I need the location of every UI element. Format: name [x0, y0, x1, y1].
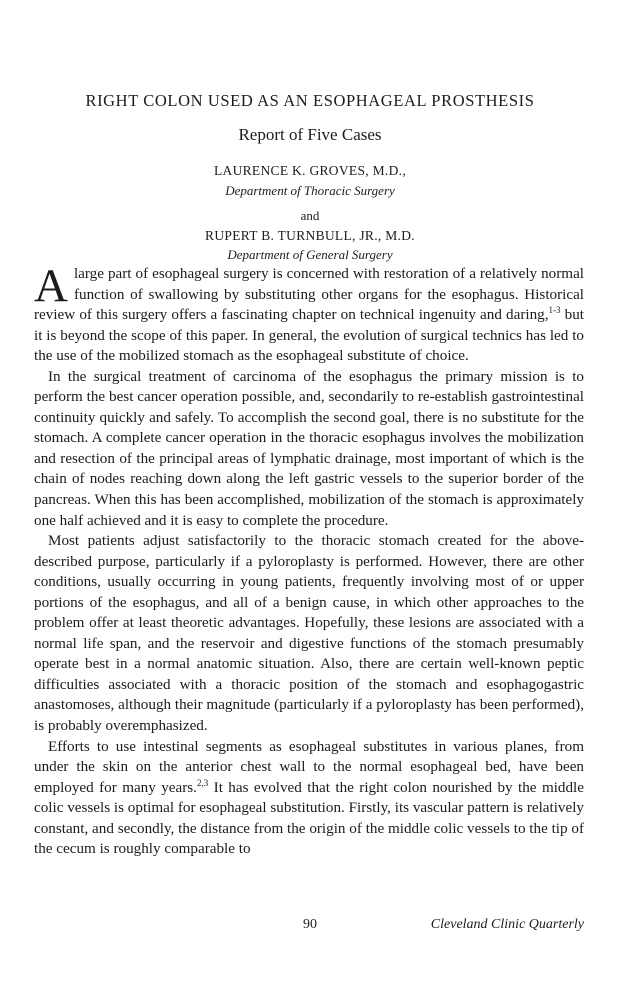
paragraph-4-text-a: Efforts to use intestinal segments as esophageal substitutes in various planes, from under the skin on the anterior chest wall to the normal esophageal bed, have been employed for many years.: [34, 737, 584, 796]
drop-cap: A: [34, 260, 68, 312]
article-body: [34, 260, 585, 860]
article-title: RIGHT COLON USED AS AN ESOPHAGEAL PROSTHESIS: [85, 91, 535, 110]
article-subtitle: Report of Five Cases: [238, 125, 382, 144]
affiliation-thoracic-surgery: Department of Thoracic Surgery: [225, 183, 395, 198]
page-number: 90: [303, 917, 317, 932]
paragraph-4: [34, 737, 584, 860]
author-groves: LAURENCE K. GROVES, M.D.,: [213, 163, 406, 178]
paragraph-2: In the surgical treatment of carcinoma of the esophagus the primary mission is to perform the best cancer operation possible, and, secondarily to re-establish gastrointestinal continuity quickly and safely. To accomplish the second goal, there is no substitute for the stomach. A complete cancer operation in the thoracic esophagus involves the mobilization and resection of the principal areas of lymphatic drainage, most important of which is the chain of nodes reaching down along the left gastric vessels to the superior border of the pancreas. When this has been accomplished, mobilization of the stomach is approximately one half achieved and it is easy to complete the procedure.: [34, 367, 584, 529]
journal-name: Cleveland Clinic Quarterly: [430, 917, 584, 932]
paragraph-1: [34, 260, 585, 367]
citation-ref: 1-3: [548, 305, 561, 316]
affiliation-general-surgery: Department of General Surgery: [227, 247, 393, 262]
paragraph-1-text-b: but it is beyond the scope of this paper. In general, the evolution of surgical technics has led to the use of the mobilized stomach as the esophageal substitute of choice.: [34, 306, 585, 365]
paragraph-1-text-a: large part of esophageal surgery is concerned with restoration of a relatively normal function of swallowing by substituting other organs for the esophagus. Historical review of this surgery offers a fascinating chapter on technical ingenuity and daring,: [34, 265, 584, 324]
author-turnbull: RUPERT B. TURNBULL, JR., M.D.: [205, 228, 415, 243]
paragraph-3: Most patients adjust satisfactorily to the thoracic stomach created for the above-described purpose, particularly if a pyloroplasty is performed. However, there are other conditions, usually occurring in young patients, frequently involving most of or upper portions of the esophagus, and all of a benign cause, in which other approaches to the problem offer at least theoretic advantages. Hopefully, these lesions are associated with a normal life span, and the reservoir and digestive functions of the stomach presumably operate best in a normal anatomic situation. Also, there are certain well-known peptic difficulties associated with a thoracic position of the stomach and esophagogastric anastomoses, although their magnitude (particularly if a pyloroplasty has been performed), is probably overemphasized.: [34, 532, 584, 735]
author-conjunction: and: [300, 208, 320, 223]
paragraph-4-text-b: It has evolved that the right colon nourished by the middle colic vessels is optimal for esophageal substitution. Firstly, its vascular pattern is relatively constant, and secondly, the distance from the origin of the middle colic vessels to the tip of the cecum is roughly comparable to: [34, 778, 584, 858]
citation-ref: 2,3: [196, 777, 209, 788]
